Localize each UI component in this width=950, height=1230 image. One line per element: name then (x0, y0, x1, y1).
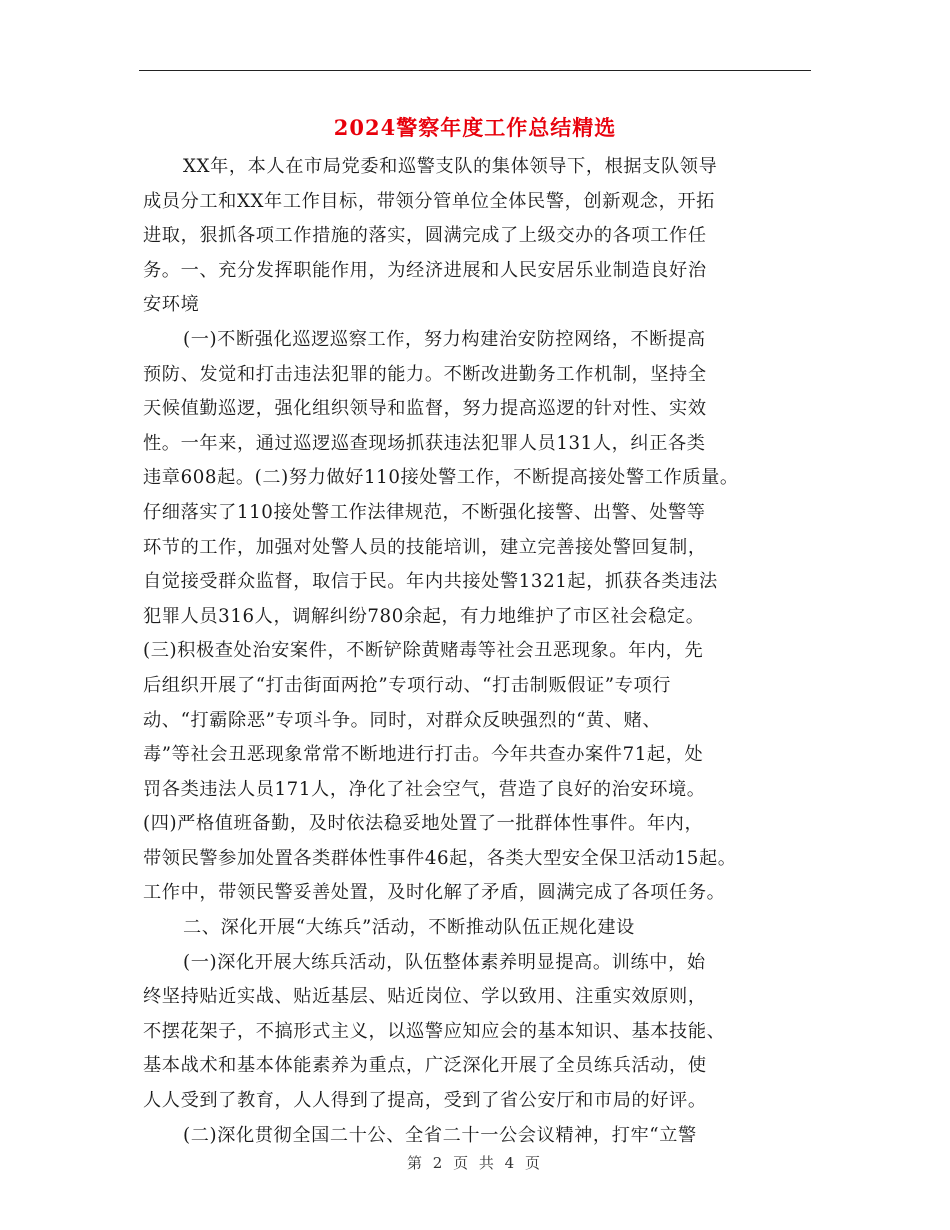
body-line: (四)严格值班备勤，及时依法稳妥地处置了一批群体性事件。年内， (143, 813, 704, 835)
body-line: 安环境 (143, 294, 200, 316)
body-line: 带领民警参加处置各类群体性事件46起，各类大型安全保卫活动15起。 (143, 847, 737, 869)
body-line: 基本战术和基本体能素养为重点，广泛深化开展了全员练兵活动，使 (143, 1055, 707, 1077)
body-line: 环节的工作，加强对处警人员的技能培训，建立完善接处警回复制， (143, 536, 707, 558)
body-line: XX年，本人在市局党委和巡警支队的集体领导下，根据支队领导 (183, 156, 718, 177)
body-line: (一)深化开展大练兵活动，队伍整体素养明显提高。训练中，始 (183, 951, 706, 973)
body-line: 进取，狠抓各项工作措施的落实，圆满完成了上级交办的各项工作任 (143, 225, 707, 247)
body-line: 人人受到了教育，人人得到了提高，受到了省公安厅和市局的好评。 (143, 1090, 707, 1112)
page-number: 第 2 页 共 4 页 (407, 1154, 543, 1172)
body-line: 性。一年来，通过巡逻巡查现场抓获违法犯罪人员131人，纠正各类 (143, 432, 706, 454)
body-line: 成员分工和XX年工作目标，带领分管单位全体民警，创新观念，开拓 (143, 190, 715, 212)
body-line: 仔细落实了110接处警工作法律规范，不断强化接警、出警、处警等 (143, 501, 706, 523)
header-rule (139, 70, 811, 71)
body-line: 预防、发觉和打击违法犯罪的能力。不断改进勤务工作机制，坚持全 (143, 363, 707, 385)
document-title: 2024警察年度工作总结精选 (333, 115, 617, 140)
body-line: (三)积极查处治安案件，不断铲除黄赌毒等社会丑恶现象。年内，先 (143, 640, 704, 662)
body-line: 毒”等社会丑恶现象常常不断地进行打击。今年共查办案件71起，处 (143, 744, 704, 766)
body-line: 不摆花架子，不搞形式主义，以巡警应知应会的基本知识、基本技能、 (143, 1020, 726, 1042)
body-line: 动、“打霸除恶”专项斗争。同时，对群众反映强烈的“黄、赌、 (143, 709, 662, 731)
body-line: (一)不断强化巡逻巡察工作，努力构建治安防控网络，不断提高 (183, 328, 706, 350)
body-line: 务。一、充分发挥职能作用，为经济进展和人民安居乐业制造良好治 (143, 259, 707, 281)
body-line: 终坚持贴近实战、贴近基层、贴近岗位、学以致用、注重实效原则， (143, 986, 707, 1008)
body-line: 天候值勤巡逻，强化组织领导和监督，努力提高巡逻的针对性、实效 (143, 398, 707, 420)
body-line: 自觉接受群众监督，取信于民。年内共接处警1321起，抓获各类违法 (143, 571, 718, 593)
body-line: 后组织开展了“打击街面两抢”专项行动、“打击制贩假证”专项行 (143, 674, 672, 696)
document-body (143, 150, 823, 1153)
body-line: 工作中，带领民警妥善处置，及时化解了矛盾，圆满完成了各项任务。 (143, 882, 726, 904)
body-line: 违章608起。(二)努力做好110接处警工作，不断提高接处警工作质量。 (143, 467, 739, 489)
body-line: (二)深化贯彻全国二十公、全省二十一公会议精神，打牢“立警 (183, 1124, 697, 1146)
body-line: 罚各类违法人员171人，净化了社会空气，营造了良好的治安环境。 (143, 778, 706, 800)
body-line: 二、深化开展“大练兵”活动，不断推动队伍正规化建设 (183, 917, 635, 939)
body-line: 犯罪人员316人，调解纠纷780余起，有力地维护了市区社会稳定。 (143, 605, 705, 627)
